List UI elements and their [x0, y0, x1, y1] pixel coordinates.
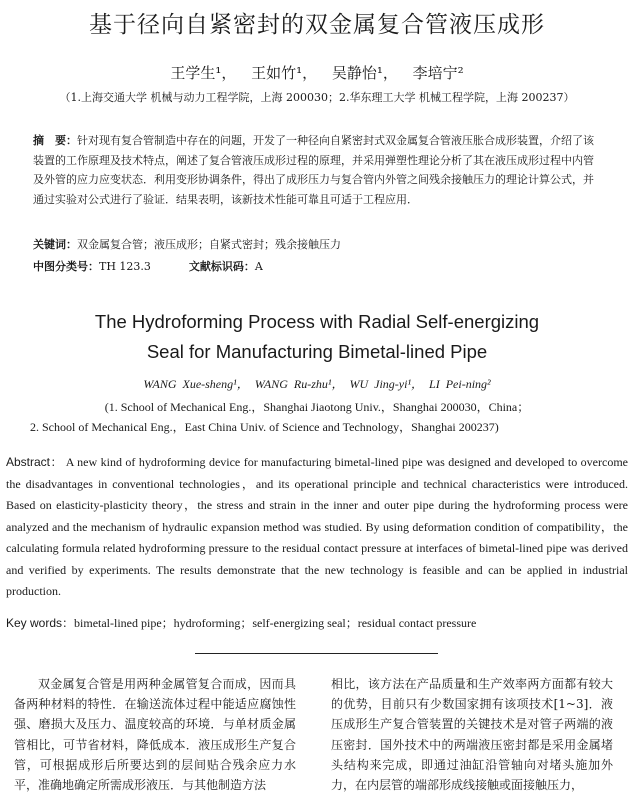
chinese-title: 基于径向自紧密封的双金属复合管液压成形	[89, 12, 545, 38]
english-keywords	[6, 614, 628, 631]
english-title-line-1: The Hydroforming Process with Radial Self-energizing	[94, 311, 540, 332]
chinese-authors: 王学生¹， 王如竹¹， 吴静怡¹， 李培宁²	[170, 64, 464, 82]
english-title	[0, 307, 634, 367]
english-abstract	[6, 452, 628, 603]
body-column-right: 相比，该方法在产品质量和生产效率两方面都有较大的优势，目前只有少数国家拥有该项技术[1~3]．液压成形生产复合管装置的关键技术是对管子两端的液压密封．国外技术中的两端液压密封都是采用金属堵头结构来完成，即通过油缸沿管轴向对堵头施加外力，在内层管的端部形成线接触或面接触压力，	[331, 677, 613, 793]
english-abstract-text: A new kind of hydroforming device for manufacturing bimetal-lined pipe was designed and developed to overcome the disadvantages in conventional technologies，and its operational principle and technical characteristics were introduced. Based on elasticity-plasticity theory，the stress and strain in the inner and outer pipe during the hydroforming process were analyzed and the mechanism of hydraulic expansion method was studied. By using deformation condition of compatibility，the calculating formula related hydroforming pressure to the residual contact pressure at interfaces of bimetal-lined pipe was derived and verified by experiments. The results demonstrate that the new technology is feasible and can be applied in industrial production.	[6, 455, 628, 598]
chinese-affiliation: （1.上海交通大学 机械与动力工程学院，上海 200030；2.华东理工大学 机械工程学院，上海 200237）	[59, 91, 575, 104]
english-abstract-label: Abstract：	[6, 455, 63, 469]
doc-code-label: 文献标识码：	[188, 260, 255, 273]
chinese-keywords-label: 关键词：	[33, 238, 77, 251]
english-keywords-text: bimetal-lined pipe；hydroforming；self-energizing seal；residual contact pressure	[74, 616, 477, 630]
cls-label: 中图分类号：	[33, 260, 99, 273]
body-column-left: 双金属复合管是用两种金属管复合而成，因而具备两种材料的特性．在输送流体过程中能适应腐蚀性强、磨损大及压力、温度较高的环境．与单材质金属管相比，可节省材料，降低成本．液压成形生产复合管，可根据成形后所要达到的层间贴合残余应力水平，准确地确定所需成形液压．与其他制造方法	[14, 677, 296, 793]
chinese-abstract-text: 针对现有复合管制造中存在的问题，开发了一种径向自紧密封式双金属复合管液压胀合成形装置，介绍了该装置的工作原理及技术特点，阐述了复合管液压成形过程的原理，并采用弹塑性理论分析了其在液压成形过程中内管及外管的应力应变状态．利用变形协调条件，得出了成形压力与复合管内外管之间残余接触压力的理论计算公式，并通过实验对公式进行了验证．结果表明，该新技术性能可靠且可适于工程应用．	[33, 134, 594, 206]
english-affiliation-1: (1. School of Mechanical Eng.，Shanghai Jiaotong Univ.，Shanghai 200030，China；	[104, 400, 530, 414]
chinese-abstract-label: 摘 要：	[33, 134, 77, 147]
chinese-abstract	[33, 131, 601, 209]
english-affiliation-2: 2. School of Mechanical Eng.，East China Univ. of Science and Technology，Shanghai 200237)	[30, 420, 499, 434]
cls-value: TH 123.3	[99, 260, 151, 273]
section-divider	[195, 653, 438, 654]
chinese-keywords-text: 双金属复合管；液压成形；自紧式密封；残余接触压力	[77, 238, 341, 251]
english-title-line-2: Seal for Manufacturing Bimetal-lined Pipe	[146, 341, 488, 362]
english-authors: WANG Xue-sheng¹， WANG Ru-zhu¹， WU Jing-yi¹， LI Pei-ning²	[143, 377, 491, 391]
classification-line	[33, 258, 601, 274]
chinese-keywords	[33, 236, 601, 252]
english-keywords-label: Key words：	[6, 616, 75, 630]
doc-code-value: A	[254, 260, 263, 273]
